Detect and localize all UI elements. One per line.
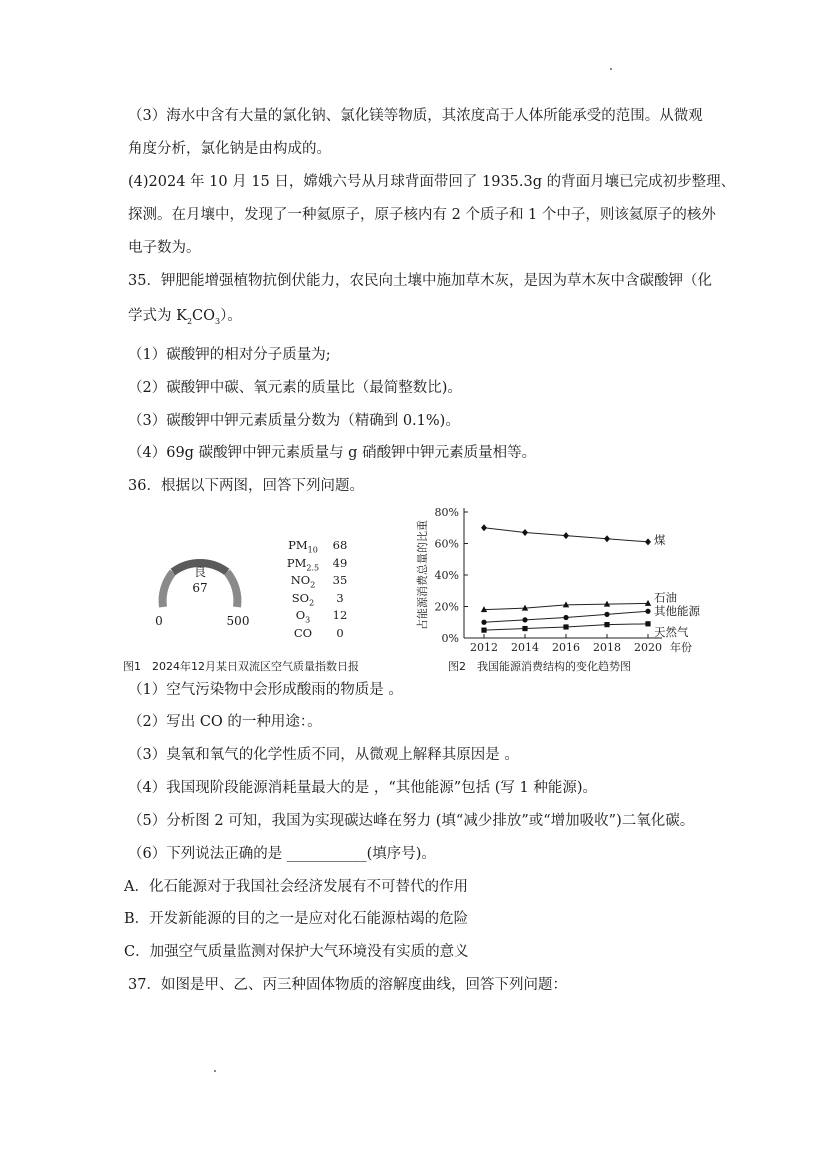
q35-sub4: （4）69g 碳酸钾中钾元素质量与 g 硝酸钾中钾元素质量相等。: [128, 445, 537, 461]
pollutant-name: $O_3$: [295, 608, 311, 625]
point-square: [481, 628, 486, 633]
pollutant-name: CO: [293, 626, 313, 640]
q35-intro-line1: 35．钾肥能增强植物抗倒伏能力，农民向土壤中施加草木灰，是因为草木灰中含碳酸钾（化: [128, 273, 712, 289]
point-circle: [604, 612, 609, 617]
pollutant-value: 12: [332, 608, 348, 623]
q36-sub2: （2）写出 CO 的一种用途：。: [128, 714, 322, 730]
pollutant-value: 68: [332, 538, 348, 552]
point-square: [604, 622, 609, 627]
q35-sub1: （1）碳酸钾的相对分子质量为;: [128, 347, 331, 363]
point-diamond: [522, 529, 528, 536]
series-label: 其他能源: [654, 604, 700, 619]
x-tick-label: 2020: [634, 641, 662, 654]
x-axis-label: 年份: [670, 641, 692, 654]
point-diamond: [563, 532, 569, 539]
q36-sub4: （4）我国现阶段能源消耗量最大的是 ，“其他能源”包括 (写 1 种能源)。: [128, 780, 598, 796]
aqi-value: 67: [192, 581, 208, 595]
q36-sub1: （1）空气污染物中会形成酸雨的物质是 。: [128, 682, 403, 698]
q37-intro: 37．如图是甲、乙、丙三种固体物质的溶解度曲线，回答下列问题：: [128, 977, 567, 993]
x-tick-label: 2018: [593, 641, 621, 654]
y-tick-label: 60%: [434, 537, 459, 551]
series-label: 煤: [654, 532, 666, 547]
q36-intro: 36．根据以下两图，回答下列问题。: [128, 478, 364, 494]
point-square: [645, 621, 650, 626]
q35-sub3: （3）碳酸钾中钾元素质量分数为（精确到 0.1%)。: [128, 413, 460, 429]
q34-part4-line3: 电子数为。: [128, 240, 201, 256]
scan-speck-bottom: [214, 1070, 216, 1072]
pollutant-value: 3: [336, 590, 344, 605]
gauge-min: 0: [155, 614, 163, 628]
gauge-max: 500: [226, 614, 250, 628]
point-diamond: [604, 535, 610, 542]
point-circle: [563, 615, 568, 620]
point-square: [563, 624, 568, 629]
point-square: [522, 626, 527, 631]
gauge-segment-high: [227, 572, 237, 607]
x-tick-label: 2014: [511, 641, 539, 654]
q34-part4-line1: (4)2024 年 10 月 15 日，嫦娥六号从月球背面带回了 1935.3g 的背面月壤已完成初步整理、: [128, 174, 736, 190]
series-label: 天然气: [654, 624, 689, 639]
pollutant-value: 0: [336, 626, 344, 640]
pollutant-value: 49: [332, 555, 348, 570]
point-diamond: [645, 538, 651, 545]
energy-chart: [412, 500, 712, 660]
q36-sub3: （3）臭氧和氧气的化学性质不同，从微观上解释其原因是 。: [128, 747, 519, 763]
figure2-caption: 图2 我国能源消费结构的变化趋势图: [448, 660, 631, 673]
q36-option-a: A．化石能源对于我国社会经济发展有不可替代的作用: [124, 879, 468, 895]
point-circle: [645, 609, 650, 614]
y-tick-label: 40%: [434, 569, 459, 582]
y-axis-label: 占能源消费总量的比重: [416, 520, 429, 630]
q34-part3-line2: 角度分析，氯化钠是由构成的。: [128, 141, 331, 157]
q35-intro-line2: 学式为 $K_2CO_3$）。: [128, 308, 242, 326]
point-circle: [522, 617, 527, 622]
q36-option-c: C．加强空气质量监测对保护大气环境没有实质的意义: [124, 944, 469, 960]
pollutant-name: $NO_2$: [290, 573, 316, 590]
pollutant-name: $PM_{2.5}$: [286, 555, 320, 572]
pollutant-value: 35: [332, 573, 348, 588]
q36-option-b: B．开发新能源的目的之一是应对化石能源枯竭的危险: [124, 911, 469, 927]
x-tick-label: 2012: [470, 641, 498, 654]
q36-sub5: （5）分析图 2 可知，我国为实现碳达峰在努力 (填“减少排放”或“增加吸收”)二氧化碳。: [128, 813, 695, 829]
point-circle: [481, 620, 486, 625]
y-tick-label: 0%: [441, 632, 459, 645]
x-tick-label: 2016: [552, 641, 580, 654]
pollutant-name: $SO_2$: [291, 590, 315, 608]
gauge-segment-low: [163, 572, 173, 607]
q34-part4-line2: 探测。在月壤中，发现了一种氦原子，原子核内有 2 个质子和 1 个中子，则该氦原子的核外: [128, 207, 716, 223]
point-diamond: [481, 524, 487, 531]
figure1-caption: 图1 2024年12月某日双流区空气质量指数日报: [123, 660, 359, 673]
y-tick-label: 20%: [434, 600, 459, 614]
pollutant-name: $PM_{10}$: [288, 538, 318, 555]
q34-part3-line1: （3）海水中含有大量的氯化钠、氯化镁等物质，其浓度高于人体所能承受的范围。从微观: [128, 108, 703, 124]
point-triangle: [645, 600, 651, 606]
scan-speck: [610, 68, 612, 70]
series-label: 石油: [654, 590, 677, 605]
aqi-grade: 良: [193, 565, 206, 579]
q35-sub2: （2）碳酸钾中碳、氧元素的质量比（最简整数比)。: [128, 380, 462, 396]
q36-sub6: （6）下列说法正确的是 ___________(填序号)。: [128, 846, 436, 862]
y-tick-label: 80%: [434, 506, 459, 519]
